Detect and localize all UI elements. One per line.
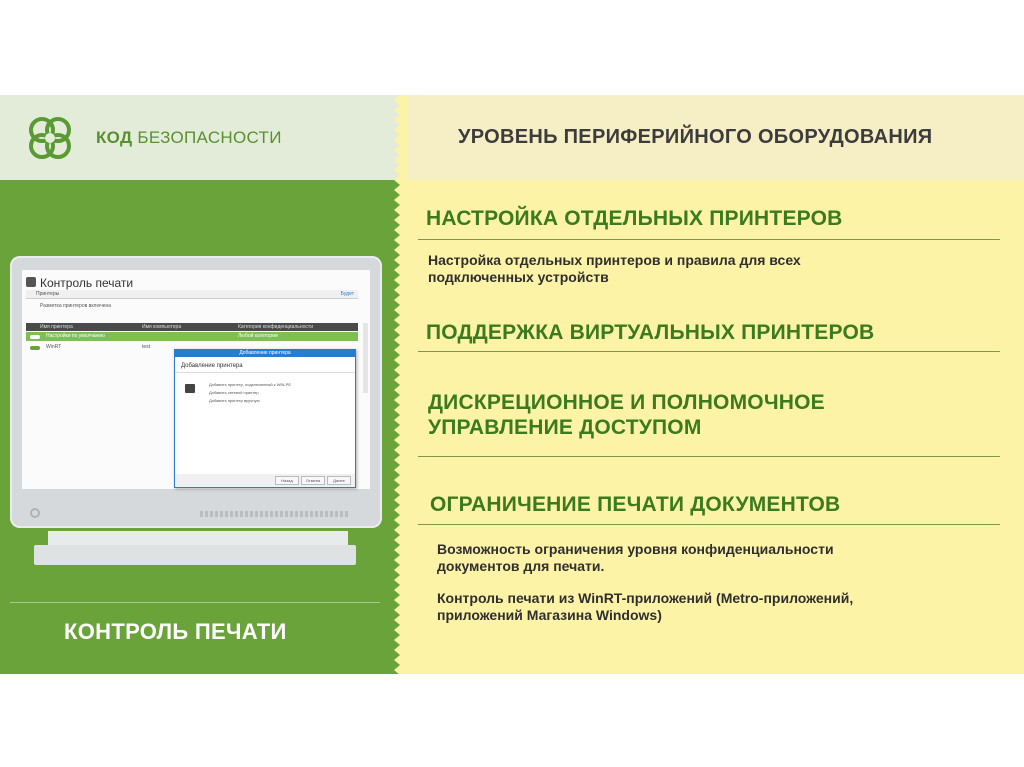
section-title-printers: НАСТРОЙКА ОТДЕЛЬНЫХ ПРИНТЕРОВ (426, 207, 843, 230)
monitor-vents (200, 511, 350, 517)
divider (418, 456, 1000, 457)
text-line: подключенных устройств (428, 269, 609, 285)
row-name: Настройки по умолчанию (46, 333, 105, 339)
printers-bar (26, 290, 358, 299)
divider (418, 524, 1000, 525)
col-computer[interactable]: Имя компьютера (142, 324, 182, 330)
bar-action-link[interactable]: Будет (340, 291, 354, 297)
divider (418, 239, 1000, 240)
col-printer[interactable]: Имя принтера (40, 324, 73, 330)
table-row[interactable] (26, 332, 358, 341)
power-icon (30, 508, 40, 518)
bottom-label: КОНТРОЛЬ ПЕЧАТИ (64, 619, 287, 644)
back-button[interactable]: Назад (275, 476, 299, 485)
logo-icon (22, 110, 78, 166)
text-line: Настройка отдельных принтеров и правила для всех (428, 252, 801, 268)
divider (175, 372, 355, 373)
scrollbar[interactable] (363, 323, 368, 393)
radio-option[interactable]: Добавить сетевой принтер (209, 390, 259, 395)
col-category[interactable]: Категория конфиденциальности (238, 324, 313, 330)
right-panel (400, 95, 1024, 674)
table-header (26, 323, 358, 331)
brand-bold: КОД (96, 128, 133, 147)
brand-rest: БЕЗОПАСНОСТИ (137, 128, 282, 147)
toggle-icon[interactable] (30, 335, 40, 339)
text-line: Возможность ограничения уровня конфиденциальности (437, 541, 834, 557)
dialog-titlebar[interactable]: Добавление принтера (175, 350, 355, 357)
dialog-title: Добавление принтера (181, 363, 243, 369)
next-button[interactable]: Далее (327, 476, 351, 485)
bar-label: Принтеры (36, 291, 60, 297)
row-category: Любой категории (238, 333, 278, 339)
section-title-virtual: ПОДДЕРЖКА ВИРТУАЛЬНЫХ ПРИНТЕРОВ (426, 321, 875, 344)
section-text-winrt (437, 590, 853, 624)
section-title-restriction: ОГРАНИЧЕНИЕ ПЕЧАТИ ДОКУМЕНТОВ (430, 493, 841, 516)
title-line: ДИСКРЕЦИОННОЕ И ПОЛНОМОЧНОЕ (428, 391, 825, 414)
printer-icon (185, 384, 195, 393)
section-text-restriction (437, 541, 834, 575)
toggle-icon[interactable] (30, 346, 40, 350)
page-title: УРОВЕНЬ ПЕРИФЕРИЙНОГО ОБОРУДОВАНИЯ (458, 126, 933, 148)
dialog-footer (175, 474, 355, 487)
cancel-button[interactable]: Отмена (301, 476, 325, 485)
add-printer-dialog (174, 349, 356, 488)
printer-icon (26, 277, 36, 287)
radio-option[interactable]: Добавить принтер вручную (209, 398, 260, 403)
monitor-base (34, 545, 356, 565)
title-line: УПРАВЛЕНИЕ ДОСТУПОМ (428, 416, 702, 439)
brand-name (96, 128, 282, 148)
app-title: Контроль печати (40, 276, 134, 290)
text-line: Контроль печати из WinRT-приложений (Metro-приложений, (437, 590, 854, 606)
divider (418, 351, 1000, 352)
section-title-access (428, 390, 825, 440)
zigzag-divider (392, 95, 408, 674)
text-line: приложений Магазина Windows) (437, 607, 662, 623)
section-text-printers (428, 252, 801, 286)
row-name: WinRT (46, 344, 62, 350)
divider (10, 602, 380, 603)
radio-option[interactable]: Добавить принтер, подключенный к WIN-PE (209, 382, 292, 387)
app-subtitle: Разметка принтеров включена (40, 303, 112, 309)
slide (0, 95, 1024, 674)
text-line: документов для печати. (437, 558, 605, 574)
row-computer: test (142, 344, 151, 350)
